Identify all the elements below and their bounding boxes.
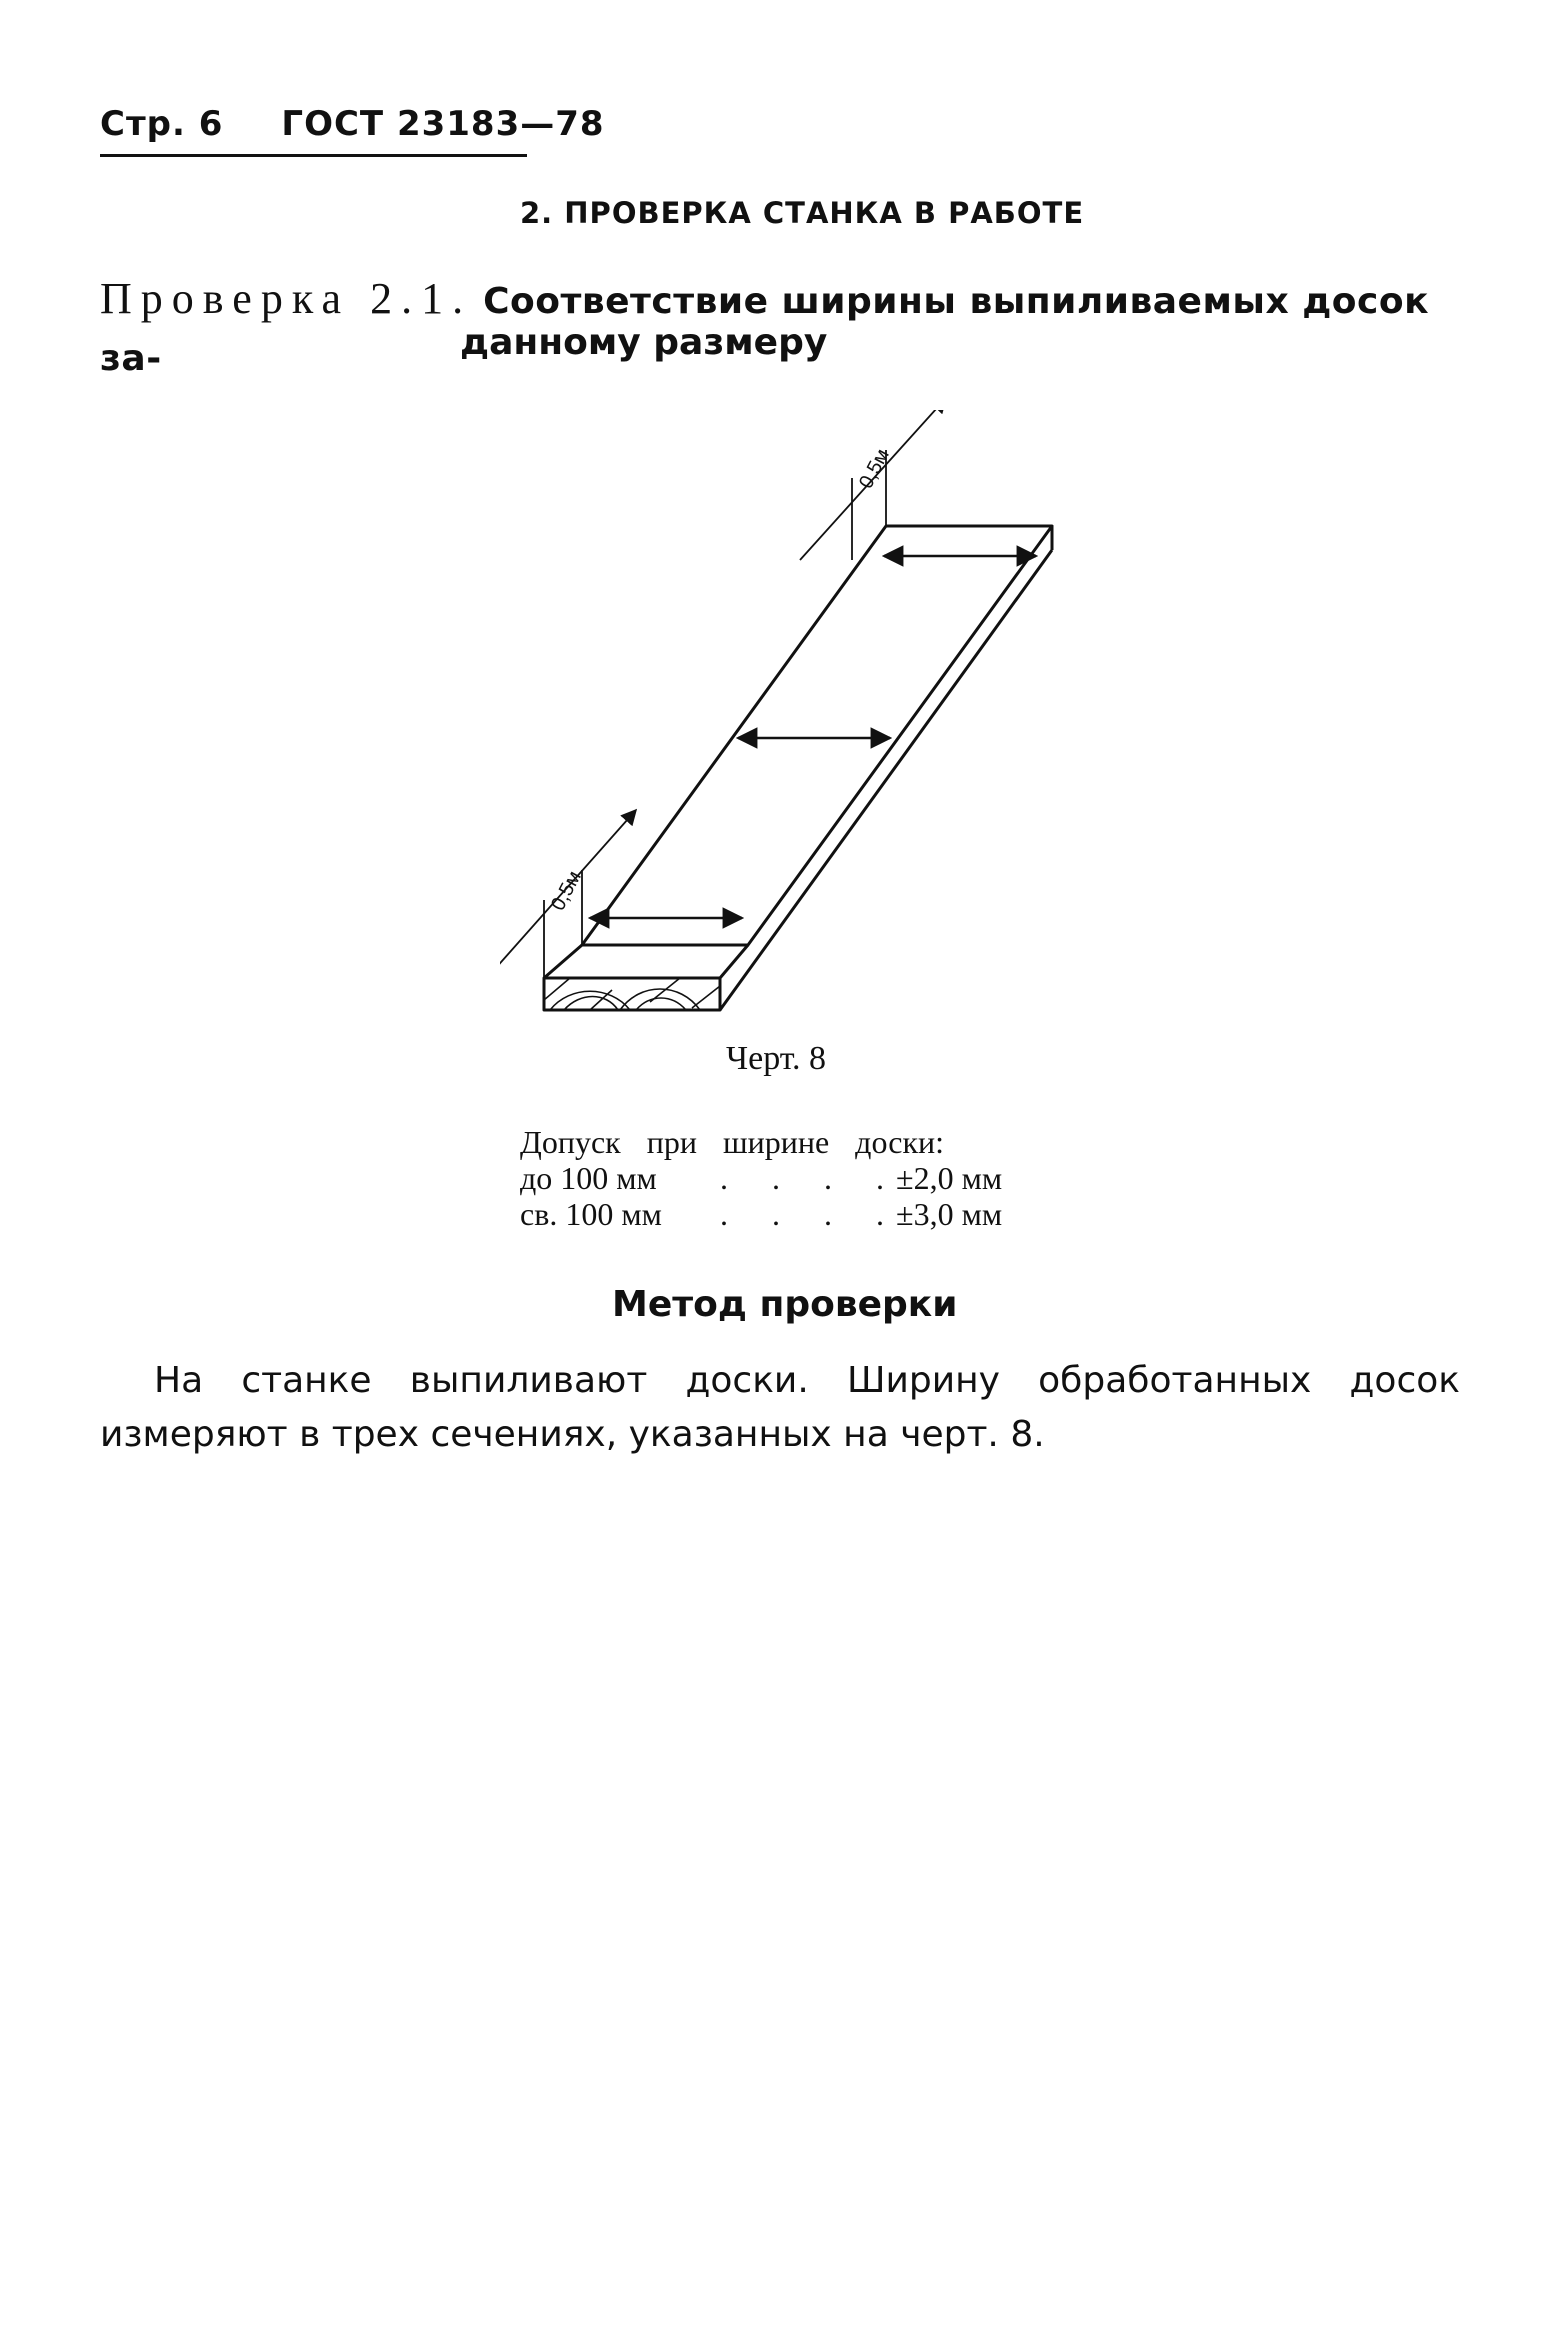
- page-number: Стр. 6: [100, 104, 224, 144]
- figure-caption: Черт. 8: [726, 1040, 827, 1077]
- tolerance-value: ±2,0 мм: [896, 1160, 1003, 1196]
- end-grain-hatch: [544, 978, 720, 1010]
- board-end-face: [544, 978, 720, 1010]
- header-rule: [100, 154, 527, 157]
- tolerance-value: ±3,0 мм: [896, 1196, 1003, 1232]
- tolerance-range: до 100 мм: [520, 1160, 657, 1196]
- check-title-line1: Соответствие ширины выпиливаемых досок за-: [100, 281, 1430, 379]
- method-paragraph: На станке выпиливают доски. Ширину обработанных досок измеряют в трех сечениях, указанных на черт. 8.: [100, 1360, 1460, 1455]
- tolerance-range: св. 100 мм: [520, 1196, 662, 1232]
- board-drawing: [500, 410, 1080, 1030]
- board-top-face: [582, 526, 1052, 945]
- dim-label-bottom: 0,5м: [546, 867, 586, 915]
- section-title: 2. ПРОВЕРКА СТАНКА В РАБОТЕ: [520, 196, 1085, 230]
- tolerance-heading: Допуск при ширине доски:: [520, 1124, 945, 1160]
- method-heading: Метод проверки: [612, 1284, 958, 1325]
- tolerance-leader-dots: . . . .: [720, 1160, 902, 1196]
- tolerance-leader-dots: . . . .: [720, 1196, 902, 1232]
- standard-number: ГОСТ 23183—78: [281, 104, 605, 144]
- check-title-line2: данному размеру: [460, 322, 828, 363]
- running-header: [100, 104, 605, 144]
- dim-label-top: 0,5м: [854, 445, 894, 493]
- check-label: Проверка 2.1.: [100, 274, 473, 323]
